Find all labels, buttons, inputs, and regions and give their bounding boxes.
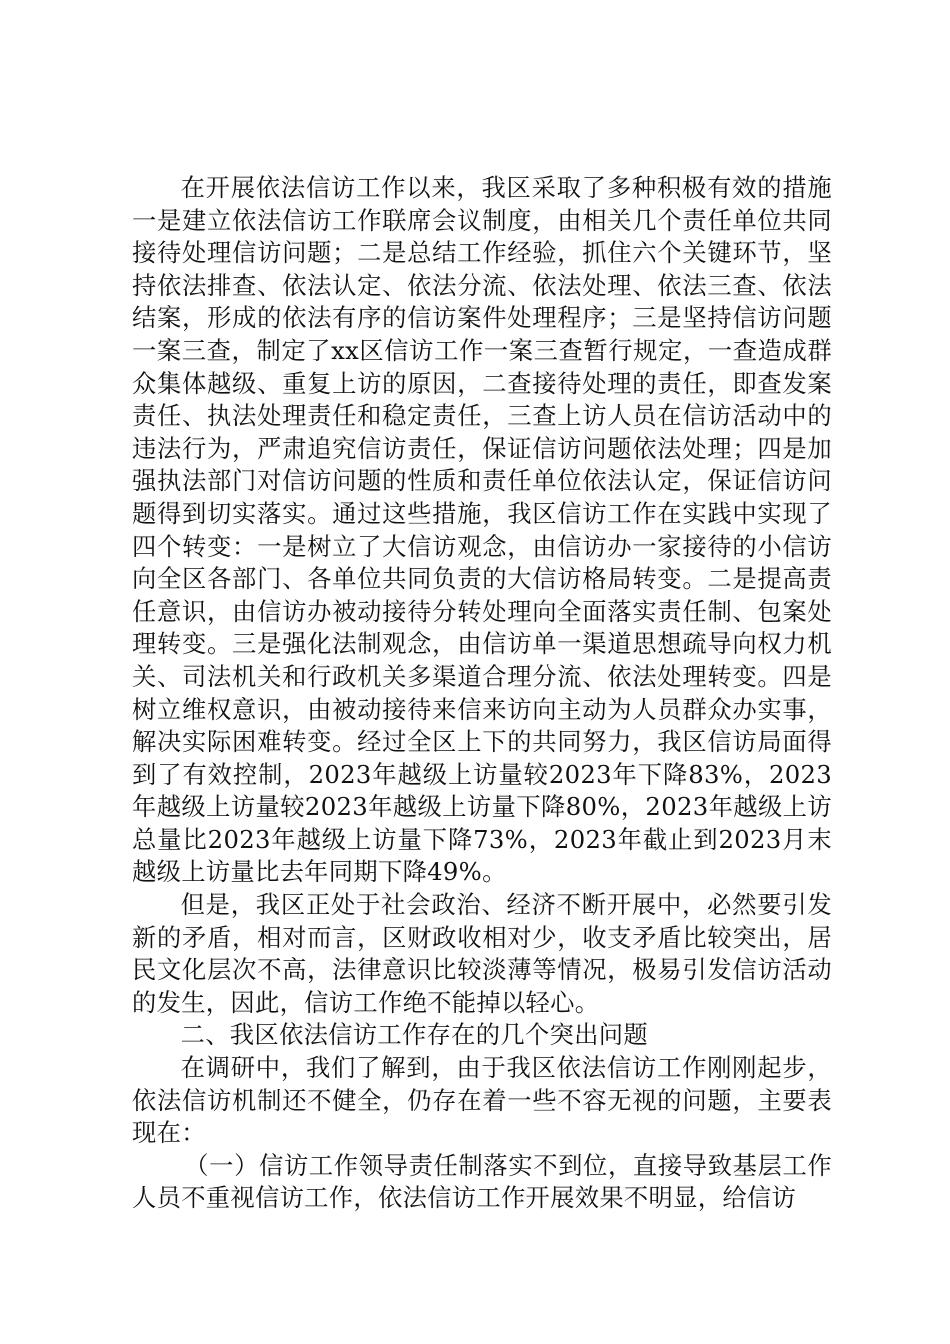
paragraph-research: 在调研中，我们了解到，由于我区依法信访工作刚刚起步，依法信访机制还不健全，仍存在着一些不容无视的问题，主要表现在： xyxy=(132,1053,832,1148)
section-heading-problems: 二、我区依法信访工作存在的几个突出问题 xyxy=(180,1020,648,1050)
paragraph-item-one: （一）信访工作领导责任制落实不到位，直接导致基层工作人员不重视信访工作，依法信访工作开展效果不明显，给信访 xyxy=(132,1150,832,1213)
paragraph-however: 但是，我区正处于社会政治、经济不断开展中，必然要引发新的矛盾，相对而言，区财政收相对少，收支矛盾比较突出，居民文化层次不高，法律意识比较淡薄等情况，极易引发信访活动的发生，因此，信访工作绝不能掉以轻心。 xyxy=(132,890,832,1017)
paragraph-measures: 在开展依法信访工作以来，我区采取了多种积极有效的措施一是建立依法信访工作联席会议制度，由相关几个责任单位共同接待处理信访问题；二是总结工作经验，抓住六个关键环节，坚持依法排查、依法认定、依法分流、依法处理、依法三查、依法结案，形成的依法有序的信访案件处理程序；三是坚持信访问题一案三查，制定了xx区信访工作一案三查暂行规定，一查造成群众集体越级、重复上访的原因，二查接待处理的责任，即查发案责任、执法处理责任和稳定责任，三查上访人员在信访活动中的违法行为，严肃追究信访责任，保证信访问题依法处理；四是加强执法部门对信访问题的性质和责任单位依法认定，保证信访问题得到切实落实。通过这些措施，我区信访工作在实践中实现了四个转变：一是树立了大信访观念，由信访办一家接待的小信访向全区各部门、各单位共同负责的大信访格局转变。二是提高责任意识，由信访办被动接待分转处理向全面落实责任制、包案处理转变。三是强化法制观念，由信访单一渠道思想疏导向权力机关、司法机关和行政机关多渠道合理分流、依法处理转变。四是树立维权意识，由被动接待来信来访向主动为人员群众办实事，解决实际困难转变。经过全区上下的共同努力，我区信访局面得到了有效控制，2023年越级上访量较2023年下降83%，2023年越级上访量较2023年越级上访量下降80%，2023年越级上访总量比2023年越级上访量下降73%，2023年截止到2023月末越级上访量比去年同期下降49%。 xyxy=(132,173,832,887)
document-page xyxy=(132,172,832,1215)
